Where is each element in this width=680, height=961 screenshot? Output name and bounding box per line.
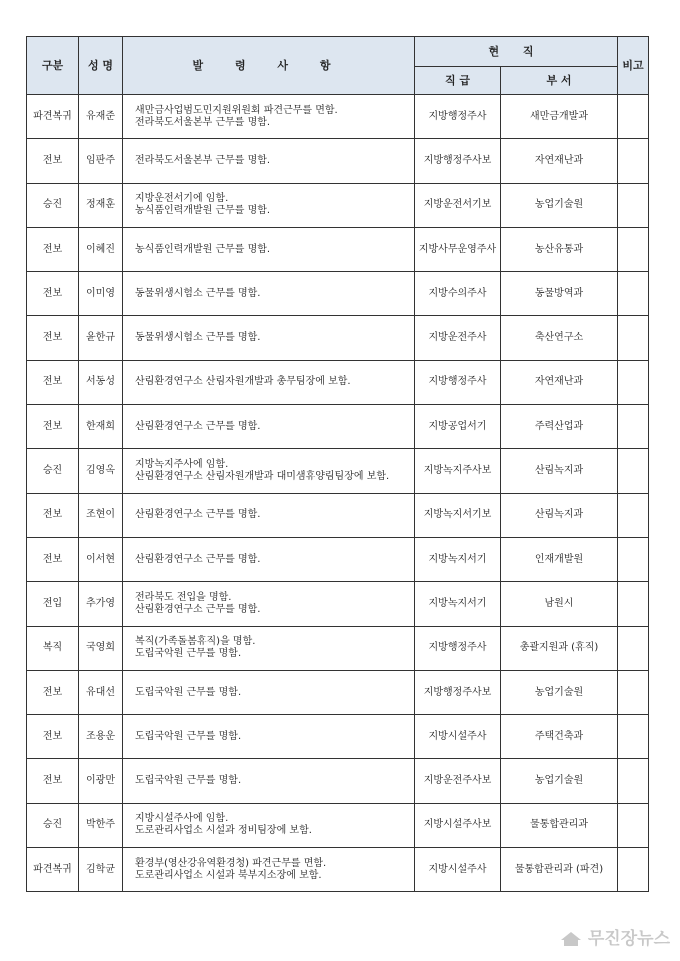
header-category: 구분 [27,37,79,95]
category-cell: 전보 [27,272,79,316]
rank-cell: 지방공업서기 [415,405,501,449]
order-cell [123,360,415,404]
order-line: 도립국악원 근무를 명함. [135,775,242,787]
order-line: 도로관리사업소 시설과 정비팀장에 보함. [135,825,312,837]
table-row [27,537,649,581]
name-cell: 한재희 [79,405,123,449]
order-cell [123,582,415,626]
rank-cell: 지방행정주사보 [415,670,501,714]
category-cell: 전보 [27,493,79,537]
dept-cell: 동물방역과 [501,272,618,316]
order-line: 지방운전서기에 임함. [135,193,229,205]
order-cell [123,626,415,670]
dept-cell: 남원시 [501,582,618,626]
order-cell [123,537,415,581]
name-cell: 이서현 [79,537,123,581]
dept-cell: 농업기술원 [501,670,618,714]
header-note: 비고 [618,37,649,95]
dept-cell: 농업기술원 [501,183,618,227]
rank-cell: 지방운전주사 [415,316,501,360]
order-line: 도립국악원 근무를 명함. [135,730,242,742]
name-cell: 국영희 [79,626,123,670]
watermark-text: 무진장뉴스 [587,929,670,949]
dept-cell: 주력산업과 [501,405,618,449]
name-cell: 박한주 [79,803,123,847]
order-cell [123,848,415,892]
rank-cell: 지방녹지서기 [415,537,501,581]
table-row [27,582,649,626]
order-line: 환경부(영산강유역환경청) 파견근무를 면함. [135,857,327,869]
name-cell: 이광만 [79,759,123,803]
rank-cell: 지방시설주사 [415,848,501,892]
order-line: 지방녹지주사에 임함. [135,459,229,471]
category-cell: 전보 [27,715,79,759]
order-line: 산림환경연구소 산림자원개발과 총무팀장에 보함. [135,376,351,388]
order-line: 산림환경연구소 근무를 명함. [135,509,261,521]
watermark-logo [560,924,670,949]
rank-cell: 지방녹지서기보 [415,493,501,537]
note-cell [618,803,649,847]
table-row [27,803,649,847]
table-row [27,405,649,449]
table-row [27,449,649,493]
category-cell: 파견복귀 [27,95,79,139]
order-cell [123,139,415,183]
note-cell [618,670,649,714]
order-cell [123,227,415,271]
order-line: 전라북도서울본부 근무를 명함. [135,116,271,128]
table-row [27,626,649,670]
order-line: 동물위생시험소 근무를 명함. [135,332,261,344]
table-row [27,183,649,227]
table-row [27,139,649,183]
dept-cell: 물통합관리과 [501,803,618,847]
rank-cell: 지방녹지주사보 [415,449,501,493]
name-cell: 윤한규 [79,316,123,360]
table-row [27,715,649,759]
name-cell: 정재훈 [79,183,123,227]
order-line: 산림환경연구소 산림자원개발과 대미샘휴양림팀장에 보함. [135,471,390,483]
dept-cell: 총괄지원과 (휴직) [501,626,618,670]
personnel-table [26,36,649,892]
order-cell [123,95,415,139]
rank-cell: 지방시설주사보 [415,803,501,847]
note-cell [618,582,649,626]
note-cell [618,316,649,360]
note-cell [618,272,649,316]
note-cell [618,449,649,493]
order-line: 산림환경연구소 근무를 명함. [135,420,261,432]
rank-cell: 지방행정주사 [415,95,501,139]
rank-cell: 지방행정주사보 [415,139,501,183]
order-line: 농식품인력개발원 근무를 명함. [135,205,271,217]
rank-cell: 지방사무운영주사 [415,227,501,271]
category-cell: 전보 [27,759,79,803]
dept-cell: 새만금개발과 [501,95,618,139]
rank-cell: 지방운전서기보 [415,183,501,227]
table-row [27,493,649,537]
name-cell: 유재준 [79,95,123,139]
category-cell: 전보 [27,537,79,581]
dept-cell: 축산연구소 [501,316,618,360]
header-dept: 부 서 [501,67,618,95]
category-cell: 전보 [27,405,79,449]
order-line: 산림환경연구소 근무를 명함. [135,603,261,615]
note-cell [618,360,649,404]
house-icon [560,931,582,947]
order-cell [123,759,415,803]
dept-cell: 농산유통과 [501,227,618,271]
table-row [27,272,649,316]
category-cell: 전보 [27,360,79,404]
table-row [27,848,649,892]
order-line: 농식품인력개발원 근무를 명함. [135,243,271,255]
name-cell: 추가영 [79,582,123,626]
header-order: 발 령 사 항 [123,37,415,95]
note-cell [618,626,649,670]
header-current: 현 직 [415,37,618,67]
dept-cell: 농업기술원 [501,759,618,803]
rank-cell: 지방녹지서기 [415,582,501,626]
dept-cell: 자연재난과 [501,139,618,183]
order-line: 도로관리사업소 시설과 북부지소장에 보함. [135,869,322,881]
table-row [27,670,649,714]
rank-cell: 지방운전주사보 [415,759,501,803]
name-cell: 유대선 [79,670,123,714]
order-line: 새만금사업범도민지원위원회 파견근무를 면함. [135,104,338,116]
dept-cell: 산림녹지과 [501,493,618,537]
category-cell: 파견복귀 [27,848,79,892]
order-line: 지방시설주사에 임함. [135,813,229,825]
dept-cell: 물통합관리과 (파견) [501,848,618,892]
order-cell [123,715,415,759]
table-row [27,316,649,360]
name-cell: 조현이 [79,493,123,537]
name-cell: 임판주 [79,139,123,183]
order-cell [123,183,415,227]
header-name: 성 명 [79,37,123,95]
order-cell [123,670,415,714]
dept-cell: 주택건축과 [501,715,618,759]
name-cell: 김영옥 [79,449,123,493]
table-row [27,759,649,803]
order-line: 전라북도서울본부 근무를 명함. [135,154,271,166]
rank-cell: 지방시설주사 [415,715,501,759]
dept-cell: 자연재난과 [501,360,618,404]
note-cell [618,715,649,759]
category-cell: 전보 [27,227,79,271]
category-cell: 승진 [27,803,79,847]
rank-cell: 지방행정주사 [415,626,501,670]
name-cell: 조용운 [79,715,123,759]
dept-cell: 인재개발원 [501,537,618,581]
note-cell [618,405,649,449]
note-cell [618,537,649,581]
category-cell: 전입 [27,582,79,626]
name-cell: 이혜진 [79,227,123,271]
order-line: 도립국악원 근무를 명함. [135,648,242,660]
category-cell: 복직 [27,626,79,670]
order-cell [123,449,415,493]
order-cell [123,493,415,537]
category-cell: 전보 [27,316,79,360]
note-cell [618,493,649,537]
header-rank: 직 급 [415,67,501,95]
order-cell [123,316,415,360]
order-line: 산림환경연구소 근무를 명함. [135,553,261,565]
rank-cell: 지방행정주사 [415,360,501,404]
table-row [27,360,649,404]
note-cell [618,759,649,803]
order-cell [123,405,415,449]
table-row [27,95,649,139]
dept-cell: 산림녹지과 [501,449,618,493]
rank-cell: 지방수의주사 [415,272,501,316]
name-cell: 이미영 [79,272,123,316]
order-cell [123,272,415,316]
note-cell [618,183,649,227]
name-cell: 서동성 [79,360,123,404]
note-cell [618,848,649,892]
category-cell: 전보 [27,670,79,714]
order-cell [123,803,415,847]
order-line: 복직(가족돌봄휴직)을 명함. [135,636,256,648]
order-line: 도립국악원 근무를 명함. [135,686,242,698]
note-cell [618,139,649,183]
order-line: 전라북도 전입을 명함. [135,591,232,603]
category-cell: 승진 [27,449,79,493]
note-cell [618,95,649,139]
table-row [27,227,649,271]
category-cell: 전보 [27,139,79,183]
note-cell [618,227,649,271]
category-cell: 승진 [27,183,79,227]
name-cell: 김학균 [79,848,123,892]
order-line: 동물위생시험소 근무를 명함. [135,287,261,299]
